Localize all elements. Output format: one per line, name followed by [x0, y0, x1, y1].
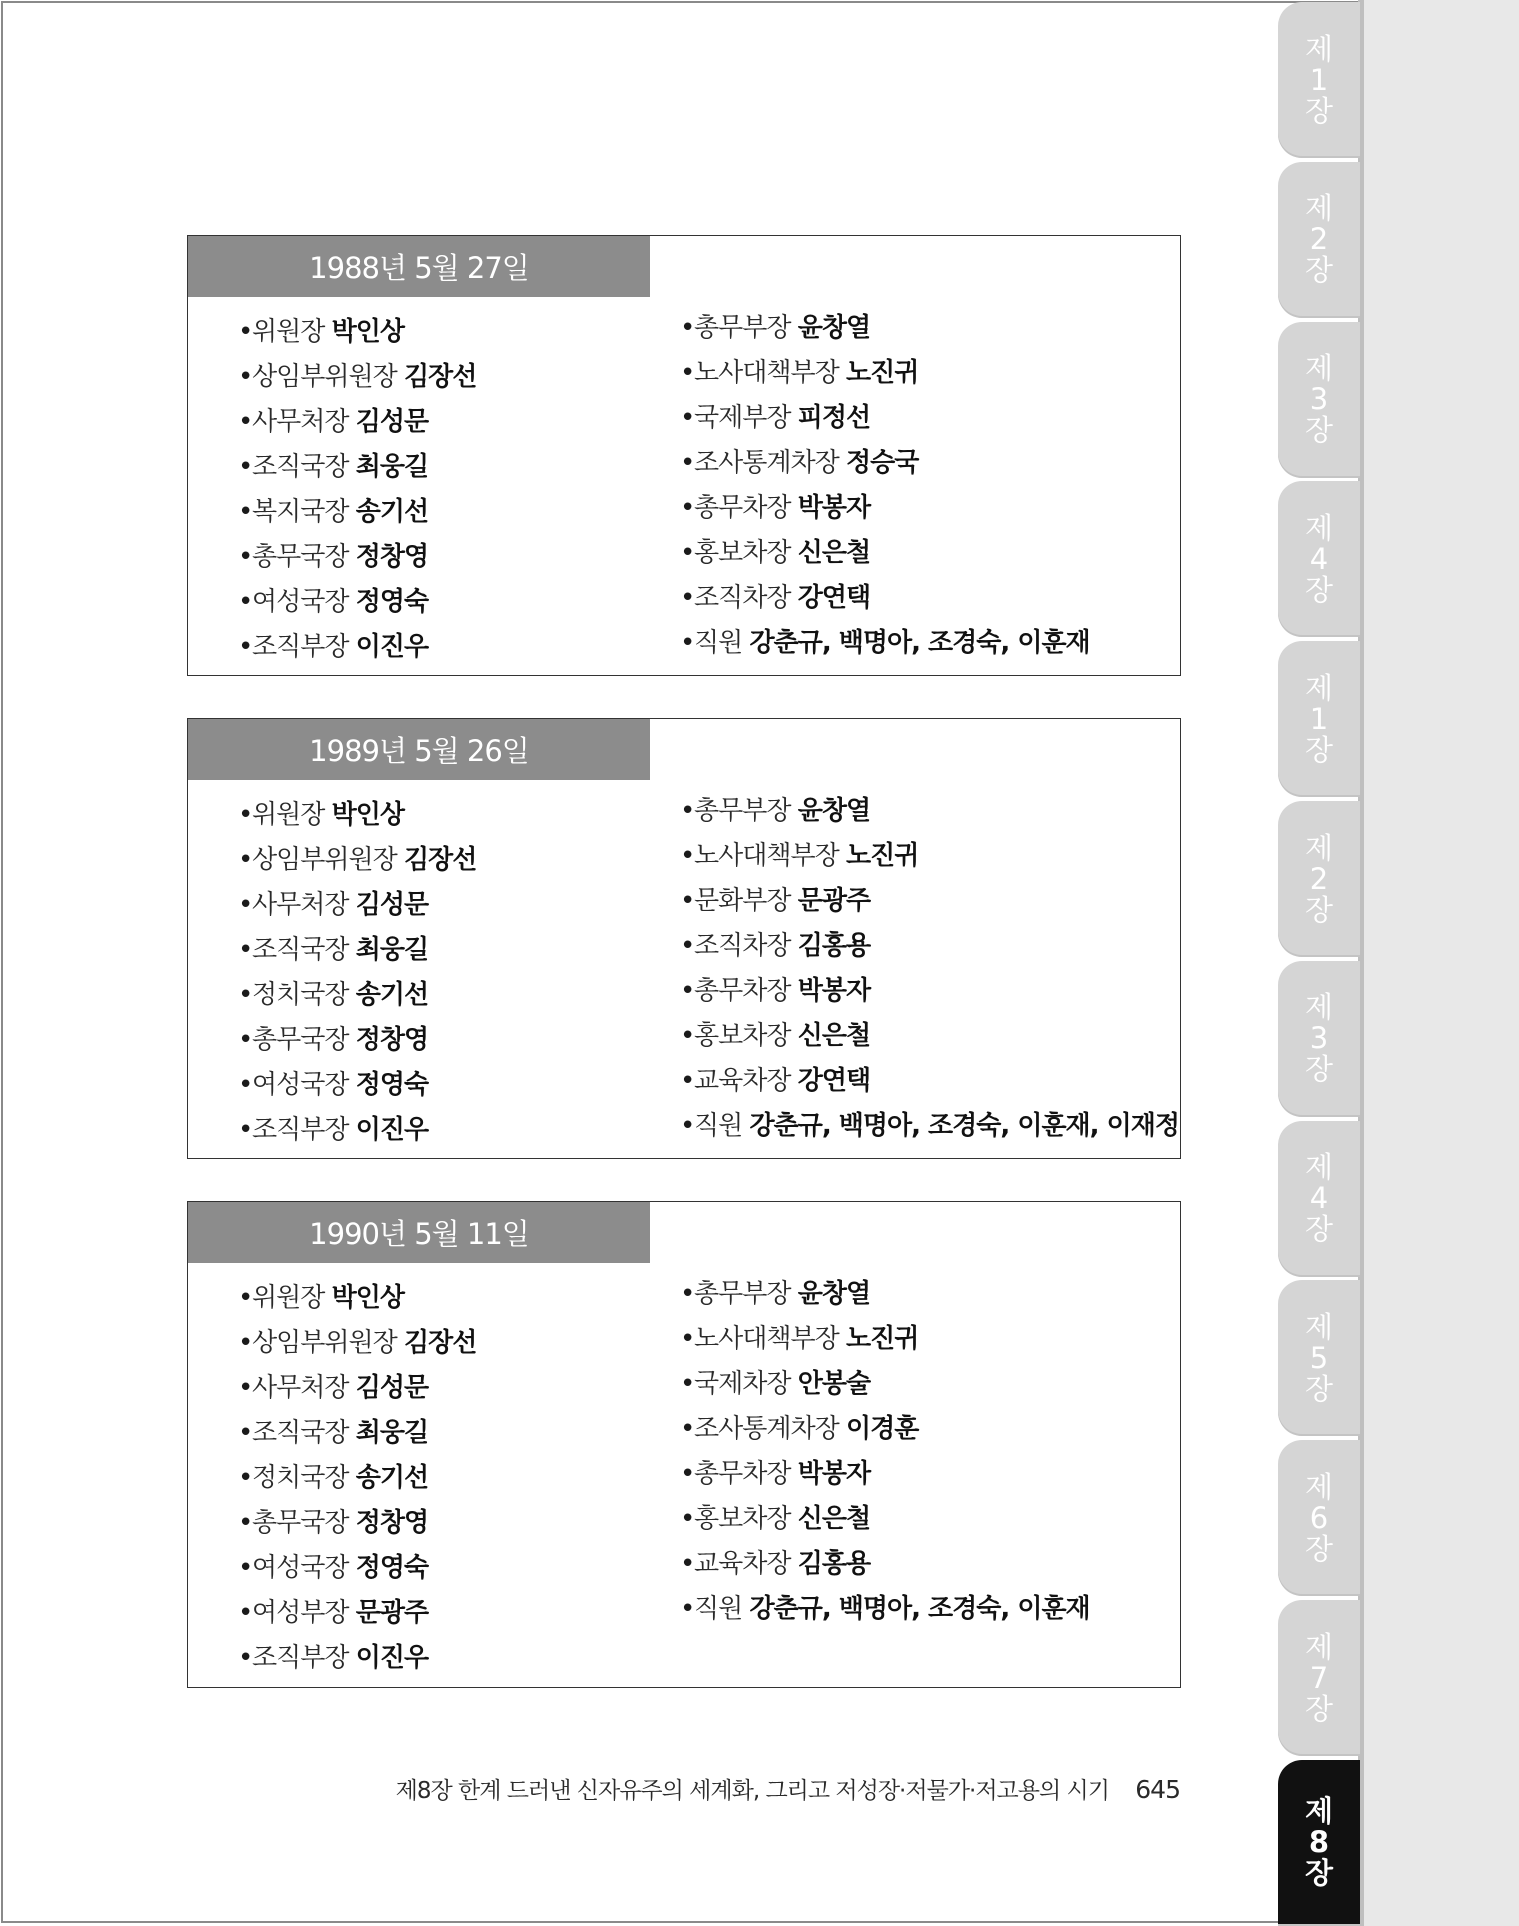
- chapter-tab-char: 제: [1304, 1150, 1333, 1185]
- officer-role: 상임부위원장: [252, 1328, 397, 1358]
- bullet-icon: •: [680, 583, 695, 613]
- chapter-tab-char: 2: [1309, 861, 1329, 896]
- chapter-tab-char: 장: [1304, 1212, 1333, 1247]
- bullet-icon: •: [238, 542, 253, 572]
- chapter-tab-char: 장: [1304, 93, 1333, 128]
- bullet-icon: •: [238, 1508, 253, 1538]
- officer-box: [187, 235, 1181, 676]
- officer-name: 윤창열: [797, 313, 871, 343]
- bullet-icon: •: [680, 796, 695, 826]
- officer-name: 김성문: [355, 890, 429, 920]
- officer-entry: [238, 799, 404, 831]
- officer-role: 조사통계차장: [694, 448, 839, 478]
- officer-role: 사무처장: [252, 407, 349, 437]
- section-date-header: 1988년 5월 27일: [188, 236, 650, 297]
- officer-name: 윤창열: [797, 1279, 871, 1309]
- officer-role: 홍보차장: [694, 1504, 791, 1534]
- chapter-tab-char: 장: [1304, 572, 1333, 607]
- officer-name: 정영숙: [355, 1070, 429, 1100]
- chapter-tab[interactable]: [1278, 1760, 1360, 1926]
- officer-entry: [680, 1020, 870, 1052]
- bullet-icon: •: [680, 628, 695, 658]
- officer-entry: [680, 1503, 870, 1535]
- chapter-tab-char: 1: [1309, 701, 1329, 736]
- officer-entry: [238, 541, 428, 573]
- officer-name: 문광주: [355, 1598, 429, 1628]
- bullet-icon: •: [680, 1279, 695, 1309]
- chapter-tab-char: 제: [1304, 31, 1333, 66]
- officer-name: 김장선: [403, 845, 477, 875]
- bullet-icon: •: [238, 1463, 253, 1493]
- officer-name: 피정선: [797, 403, 871, 433]
- chapter-tab-char: 제: [1304, 351, 1333, 386]
- page-gutter: [1362, 0, 1519, 1926]
- chapter-tab-strip: [1278, 0, 1364, 1926]
- chapter-tab-char: 장: [1304, 1371, 1333, 1406]
- chapter-tab-char: 3: [1309, 382, 1329, 417]
- officer-name: 강연택: [797, 1066, 871, 1096]
- officer-role: 총무차장: [694, 976, 791, 1006]
- officer-entry: [680, 447, 918, 479]
- officer-box: [187, 1201, 1181, 1688]
- officer-role: 직원: [694, 628, 743, 658]
- officer-entry: [238, 1507, 428, 1539]
- officer-role: 정치국장: [252, 980, 349, 1010]
- officer-entry: [238, 1642, 428, 1674]
- chapter-tab-char: 6: [1309, 1500, 1329, 1535]
- officer-entry: [680, 1110, 1179, 1142]
- chapter-tab-char: 제: [1304, 670, 1333, 705]
- officer-entry: [238, 1024, 428, 1056]
- officer-name: 정창영: [355, 1025, 429, 1055]
- officer-name: 정창영: [355, 542, 429, 572]
- officer-role: 총무부장: [694, 313, 791, 343]
- officer-name: 송기선: [355, 980, 429, 1010]
- officer-role: 노사대책부장: [694, 841, 839, 871]
- chapter-tab-char: 제: [1304, 990, 1333, 1025]
- bullet-icon: •: [238, 497, 253, 527]
- chapter-tab-char: 3: [1309, 1021, 1329, 1056]
- officer-entry: [680, 795, 870, 827]
- officer-role: 교육차장: [694, 1549, 791, 1579]
- chapter-tab-char: 장: [1304, 1531, 1333, 1566]
- officer-name: 노진귀: [845, 841, 919, 871]
- officer-entry: [238, 1417, 428, 1449]
- officer-role: 위원장: [252, 317, 325, 347]
- officer-name: 박인상: [331, 317, 404, 347]
- officer-name: 김장선: [403, 362, 477, 392]
- officer-entry: [238, 1462, 428, 1494]
- officer-role: 노사대책부장: [694, 1324, 839, 1354]
- chapter-tab-char: 장: [1304, 732, 1333, 767]
- officer-role: 국제부장: [694, 403, 791, 433]
- chapter-tab[interactable]: [1278, 1600, 1360, 1756]
- page-footer: [300, 1772, 1180, 1805]
- chapter-tab-char: 제: [1304, 1309, 1333, 1344]
- officer-role: 조사통계차장: [694, 1414, 839, 1444]
- officer-name: 박봉자: [797, 1459, 871, 1489]
- bullet-icon: •: [238, 362, 253, 392]
- officer-name: 김홍용: [797, 1549, 871, 1579]
- chapter-tab[interactable]: [1278, 162, 1360, 318]
- chapter-tab[interactable]: [1278, 322, 1360, 478]
- officer-role: 문화부장: [694, 886, 791, 916]
- officer-role: 총무국장: [252, 1025, 349, 1055]
- officer-name: 이진우: [355, 1643, 429, 1673]
- bullet-icon: •: [680, 358, 695, 388]
- bullet-icon: •: [238, 1070, 253, 1100]
- chapter-tab-char: 제: [1304, 191, 1333, 226]
- bullet-icon: •: [238, 1418, 253, 1448]
- officer-role: 조직부장: [252, 632, 349, 662]
- officer-entry: [680, 537, 870, 569]
- officer-name: 이경훈: [845, 1414, 919, 1444]
- officer-name: 박봉자: [797, 976, 871, 1006]
- officer-role: 복지국장: [252, 497, 349, 527]
- bullet-icon: •: [680, 538, 695, 568]
- officer-role: 사무처장: [252, 890, 349, 920]
- officer-entry: [238, 451, 428, 483]
- officer-role: 여성부장: [252, 1598, 349, 1628]
- chapter-tab[interactable]: [1278, 1280, 1360, 1436]
- officer-entry: [238, 1597, 428, 1629]
- officer-role: 조직국장: [252, 935, 349, 965]
- bullet-icon: •: [238, 890, 253, 920]
- bullet-icon: •: [238, 1553, 253, 1583]
- officer-role: 조직차장: [694, 583, 791, 613]
- officer-entry: [680, 1278, 870, 1310]
- bullet-icon: •: [238, 587, 253, 617]
- officer-entry: [680, 885, 870, 917]
- officer-entry: [238, 496, 428, 528]
- chapter-tab[interactable]: [1278, 801, 1360, 957]
- chapter-tab-char: 8: [1308, 1825, 1330, 1860]
- bullet-icon: •: [238, 1598, 253, 1628]
- officer-role: 홍보차장: [694, 538, 791, 568]
- officer-entry: [238, 1069, 428, 1101]
- page-number: 645: [1135, 1775, 1180, 1804]
- officer-name: 최웅길: [355, 1418, 429, 1448]
- officer-role: 조직차장: [694, 931, 791, 961]
- officer-entry: [680, 1368, 870, 1400]
- chapter-tab-char: 장: [1304, 1691, 1333, 1726]
- bullet-icon: •: [238, 935, 253, 965]
- officer-role: 여성국장: [252, 1553, 349, 1583]
- bullet-icon: •: [680, 1504, 695, 1534]
- officer-role: 상임부위원장: [252, 362, 397, 392]
- officer-name: 김홍용: [797, 931, 871, 961]
- bullet-icon: •: [238, 632, 253, 662]
- officer-entry: [238, 889, 428, 921]
- bullet-icon: •: [680, 1324, 695, 1354]
- officer-entry: [680, 357, 918, 389]
- officer-entry: [680, 930, 870, 962]
- officer-entry: [680, 492, 870, 524]
- officer-entry: [680, 1065, 870, 1097]
- officer-role: 여성국장: [252, 587, 349, 617]
- officer-entry: [238, 1327, 476, 1359]
- officer-entry: [238, 979, 428, 1011]
- officer-name: 정영숙: [355, 1553, 429, 1583]
- bullet-icon: •: [680, 1594, 695, 1624]
- officer-entry: [680, 840, 918, 872]
- chapter-tab-char: 장: [1304, 413, 1333, 448]
- bullet-icon: •: [238, 1328, 253, 1358]
- officer-name: 김성문: [355, 1373, 429, 1403]
- bullet-icon: •: [238, 845, 253, 875]
- bullet-icon: •: [680, 448, 695, 478]
- officer-role: 위원장: [252, 1283, 325, 1313]
- officer-entry: [680, 975, 870, 1007]
- bullet-icon: •: [238, 452, 253, 482]
- bullet-icon: •: [238, 980, 253, 1010]
- bullet-icon: •: [238, 1283, 253, 1313]
- officer-role: 노사대책부장: [694, 358, 839, 388]
- bullet-icon: •: [680, 1369, 695, 1399]
- officer-name: 강춘규, 백명아, 조경숙, 이훈재, 이재정: [749, 1111, 1179, 1141]
- officer-name: 박봉자: [797, 493, 871, 523]
- bullet-icon: •: [238, 407, 253, 437]
- officer-name: 이진우: [355, 632, 429, 662]
- officer-entry: [238, 1282, 404, 1314]
- officer-role: 총무차장: [694, 1459, 791, 1489]
- officer-name: 박인상: [331, 1283, 404, 1313]
- officer-name: 박인상: [331, 800, 404, 830]
- bullet-icon: •: [238, 800, 253, 830]
- bullet-icon: •: [680, 1459, 695, 1489]
- chapter-tab-char: 4: [1309, 541, 1329, 576]
- officer-entry: [680, 1593, 1090, 1625]
- officer-role: 총무부장: [694, 1279, 791, 1309]
- officer-role: 국제차장: [694, 1369, 791, 1399]
- chapter-tab[interactable]: [1278, 641, 1360, 797]
- chapter-tab-char: 1: [1309, 62, 1329, 97]
- officer-name: 강춘규, 백명아, 조경숙, 이훈재: [749, 1594, 1090, 1624]
- officer-role: 위원장: [252, 800, 325, 830]
- officer-entry: [238, 1372, 428, 1404]
- officer-name: 신은철: [797, 538, 871, 568]
- officer-name: 노진귀: [845, 358, 919, 388]
- chapter-tab-char: 장: [1304, 892, 1333, 927]
- bullet-icon: •: [680, 1111, 695, 1141]
- officer-role: 상임부위원장: [252, 845, 397, 875]
- officer-role: 여성국장: [252, 1070, 349, 1100]
- officer-role: 조직부장: [252, 1643, 349, 1673]
- bullet-icon: •: [238, 1025, 253, 1055]
- officer-name: 노진귀: [845, 1324, 919, 1354]
- bullet-icon: •: [680, 976, 695, 1006]
- bullet-icon: •: [238, 1643, 253, 1673]
- bullet-icon: •: [680, 931, 695, 961]
- chapter-tab-char: 장: [1304, 253, 1333, 288]
- officer-name: 문광주: [797, 886, 871, 916]
- chapter-tab-char: 2: [1309, 222, 1329, 257]
- bullet-icon: •: [680, 403, 695, 433]
- chapter-tab-char: 제: [1304, 1794, 1333, 1829]
- chapter-tab-char: 4: [1309, 1181, 1329, 1216]
- chapter-tab[interactable]: [1278, 2, 1360, 158]
- officer-entry: [680, 1548, 870, 1580]
- officer-role: 교육차장: [694, 1066, 791, 1096]
- officer-name: 정영숙: [355, 587, 429, 617]
- officer-role: 직원: [694, 1594, 743, 1624]
- bullet-icon: •: [680, 1414, 695, 1444]
- bullet-icon: •: [238, 1115, 253, 1145]
- officer-role: 조직국장: [252, 1418, 349, 1448]
- officer-entry: [238, 406, 428, 438]
- officer-role: 총무부장: [694, 796, 791, 826]
- officer-role: 직원: [694, 1111, 743, 1141]
- officer-role: 총무국장: [252, 542, 349, 572]
- bullet-icon: •: [238, 317, 253, 347]
- chapter-tab-char: 제: [1304, 1469, 1333, 1504]
- officer-name: 송기선: [355, 1463, 429, 1493]
- officer-name: 송기선: [355, 497, 429, 527]
- officer-role: 사무처장: [252, 1373, 349, 1403]
- bullet-icon: •: [680, 886, 695, 916]
- bullet-icon: •: [680, 841, 695, 871]
- chapter-tab-char: 제: [1304, 510, 1333, 545]
- officer-name: 최웅길: [355, 935, 429, 965]
- officer-role: 총무차장: [694, 493, 791, 523]
- officer-name: 최웅길: [355, 452, 429, 482]
- officer-name: 신은철: [797, 1504, 871, 1534]
- bullet-icon: •: [680, 493, 695, 523]
- officer-entry: [238, 1552, 428, 1584]
- chapter-tab-char: 5: [1309, 1340, 1329, 1375]
- officer-name: 강춘규, 백명아, 조경숙, 이훈재: [749, 628, 1090, 658]
- officer-entry: [680, 627, 1090, 659]
- officer-entry: [238, 844, 476, 876]
- chapter-tab-char: 7: [1309, 1660, 1329, 1695]
- chapter-tab-char: 제: [1304, 830, 1333, 865]
- officer-role: 정치국장: [252, 1463, 349, 1493]
- chapter-tab[interactable]: [1278, 1121, 1360, 1277]
- chapter-tab[interactable]: [1278, 1440, 1360, 1596]
- officer-name: 신은철: [797, 1021, 871, 1051]
- officer-name: 강연택: [797, 583, 871, 613]
- officer-role: 조직국장: [252, 452, 349, 482]
- officer-entry: [680, 402, 870, 434]
- officer-role: 총무국장: [252, 1508, 349, 1538]
- chapter-tab[interactable]: [1278, 961, 1360, 1117]
- bullet-icon: •: [680, 1066, 695, 1096]
- bullet-icon: •: [680, 1021, 695, 1051]
- officer-name: 안봉술: [797, 1369, 871, 1399]
- officer-name: 김성문: [355, 407, 429, 437]
- officer-entry: [680, 1458, 870, 1490]
- officer-entry: [680, 1413, 918, 1445]
- officer-entry: [238, 316, 404, 348]
- chapter-tab-char: 장: [1304, 1052, 1333, 1087]
- officer-name: 이진우: [355, 1115, 429, 1145]
- bullet-icon: •: [680, 313, 695, 343]
- running-title: 제8장 한계 드러낸 신자유주의 세계화, 그리고 저성장·저물가·저고용의 시기: [395, 1778, 1109, 1804]
- officer-box: [187, 718, 1181, 1159]
- officer-entry: [238, 361, 476, 393]
- officer-entry: [238, 586, 428, 618]
- officer-name: 정승국: [845, 448, 919, 478]
- officer-role: 조직부장: [252, 1115, 349, 1145]
- officer-role: 홍보차장: [694, 1021, 791, 1051]
- officer-entry: [680, 312, 870, 344]
- chapter-tab-char: 제: [1304, 1629, 1333, 1664]
- chapter-tab-char: 장: [1304, 1856, 1333, 1891]
- section-date-header: 1990년 5월 11일: [188, 1202, 650, 1263]
- officer-name: 윤창열: [797, 796, 871, 826]
- officer-name: 정창영: [355, 1508, 429, 1538]
- officer-entry: [238, 934, 428, 966]
- bullet-icon: •: [238, 1373, 253, 1403]
- officer-entry: [238, 631, 428, 663]
- officer-entry: [238, 1114, 428, 1146]
- bullet-icon: •: [680, 1549, 695, 1579]
- officer-entry: [680, 582, 870, 614]
- officer-entry: [680, 1323, 918, 1355]
- section-date-header: 1989년 5월 26일: [188, 719, 650, 780]
- chapter-tab[interactable]: [1278, 481, 1360, 637]
- officer-name: 김장선: [403, 1328, 477, 1358]
